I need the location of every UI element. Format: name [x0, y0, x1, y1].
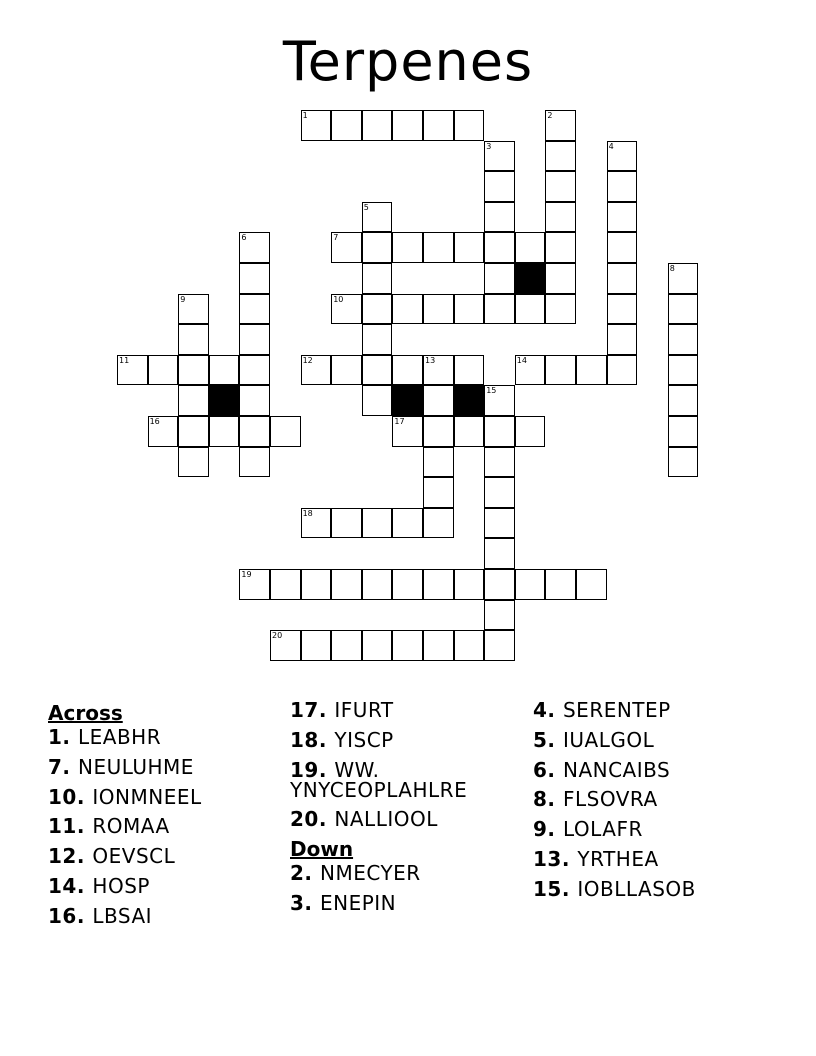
grid-cell[interactable]	[178, 416, 209, 447]
grid-cell[interactable]	[607, 263, 638, 294]
grid-cell[interactable]	[668, 324, 699, 355]
grid-cell[interactable]	[301, 569, 332, 600]
clue-item	[290, 807, 520, 832]
clue-number-label: 4.	[533, 698, 563, 722]
grid-cell[interactable]	[545, 171, 576, 202]
grid-cell[interactable]	[545, 141, 576, 172]
grid-cell[interactable]	[484, 294, 515, 325]
down-clue-list	[290, 863, 520, 913]
grid-cell[interactable]	[484, 385, 515, 416]
grid-cell[interactable]	[484, 171, 515, 202]
grid-cell[interactable]	[484, 569, 515, 600]
clue-text: NALLIOOL	[334, 807, 438, 832]
grid-cell[interactable]	[239, 232, 270, 263]
clue-item	[48, 784, 278, 809]
grid-cell[interactable]	[239, 416, 270, 447]
grid-cell[interactable]	[270, 569, 301, 600]
grid-cell[interactable]	[362, 355, 393, 386]
clue-item	[533, 876, 773, 901]
grid-cell[interactable]	[209, 416, 240, 447]
grid-cell[interactable]	[423, 294, 454, 325]
across-heading: Across	[48, 701, 123, 725]
clue-number-label: 15.	[533, 876, 578, 901]
grid-cell[interactable]	[331, 110, 362, 141]
clue-number: 18	[302, 508, 313, 518]
grid-cell[interactable]	[362, 110, 393, 141]
clue-text: NEULUHME	[77, 754, 194, 779]
across-clue-list-continued	[290, 698, 520, 832]
clue-item	[290, 700, 520, 720]
clue-item	[48, 814, 278, 839]
grid-cell[interactable]	[239, 385, 270, 416]
clue-number-label: 11.	[48, 814, 93, 839]
clue-text: FLSOVRA	[562, 787, 658, 812]
grid-cell[interactable]	[178, 294, 209, 325]
grid-cell[interactable]	[178, 324, 209, 355]
across-clue-list	[48, 727, 278, 926]
clue-text: LEABHR	[77, 725, 162, 749]
clue-number-label: 12.	[48, 844, 93, 869]
grid-cell[interactable]	[484, 447, 515, 478]
grid-cell[interactable]	[607, 141, 638, 172]
clue-item	[290, 727, 520, 752]
clue-column-1	[48, 700, 278, 936]
clue-text: SERENTEP	[562, 698, 671, 722]
grid-cell[interactable]	[362, 508, 393, 539]
clue-number: 4	[608, 141, 614, 151]
clue-number: 15	[486, 386, 497, 396]
grid-cell[interactable]	[454, 232, 485, 263]
clue-number: 19	[241, 570, 252, 579]
grid-cell[interactable]	[484, 508, 515, 539]
grid-cell[interactable]	[668, 385, 699, 416]
clue-number: 17	[394, 417, 405, 426]
clue-number: 7	[333, 233, 339, 243]
grid-cell[interactable]	[423, 416, 454, 447]
clue-number: 11	[119, 355, 130, 365]
grid-cell[interactable]	[392, 355, 423, 386]
grid-cell[interactable]	[362, 630, 393, 661]
grid-cell[interactable]	[392, 508, 423, 539]
grid-cell[interactable]	[484, 538, 515, 569]
grid-cell[interactable]	[515, 294, 546, 325]
grid-cell[interactable]	[270, 416, 301, 447]
clue-text: LOLAFR	[562, 817, 643, 842]
clue-text: OEVSCL	[92, 844, 176, 869]
grid-cell[interactable]	[423, 355, 454, 386]
clue-number: 16	[149, 417, 160, 426]
clue-item	[533, 727, 773, 752]
grid-cell[interactable]	[178, 447, 209, 478]
clue-number: 10	[333, 294, 344, 304]
clue-item	[290, 757, 520, 802]
grid-cell[interactable]	[484, 416, 515, 447]
grid-cell[interactable]	[331, 355, 362, 386]
grid-cell[interactable]	[545, 294, 576, 325]
clue-item	[290, 890, 520, 915]
clue-number: 8	[669, 264, 675, 273]
clue-number-label: 17.	[290, 698, 335, 722]
grid-cell[interactable]	[454, 630, 485, 661]
clue-item	[533, 787, 773, 812]
clue-text: LBSAI	[92, 903, 153, 928]
grid-cell[interactable]	[607, 324, 638, 355]
clue-number-label: 6.	[533, 757, 563, 782]
grid-cell[interactable]	[454, 110, 485, 141]
grid-cell[interactable]	[545, 569, 576, 600]
clue-number: 1	[302, 111, 308, 120]
grid-cell[interactable]	[668, 294, 699, 325]
grid-cell[interactable]	[484, 202, 515, 233]
clue-number: 14	[516, 355, 527, 365]
grid-cell[interactable]	[362, 263, 393, 294]
clue-column-2	[290, 700, 520, 923]
clue-number-label: 8.	[533, 787, 563, 812]
grid-cell[interactable]	[576, 569, 607, 600]
grid-cell[interactable]	[668, 263, 699, 294]
grid-cell[interactable]	[423, 477, 454, 508]
grid-cell[interactable]	[668, 416, 699, 447]
grid-cell[interactable]	[178, 355, 209, 386]
clue-number-label: 5.	[533, 727, 563, 752]
clue-text: WW. YNYCEOPLAHLRE	[290, 757, 468, 802]
clue-number: 3	[486, 141, 492, 151]
clue-text: IUALGOL	[562, 727, 655, 752]
grid-cell[interactable]	[331, 232, 362, 263]
down-heading: Down	[290, 837, 354, 862]
clue-text: NMECYER	[319, 861, 421, 886]
clue-text: YRTHEA	[577, 846, 659, 871]
clue-item	[48, 873, 278, 898]
grid-cell[interactable]	[239, 569, 270, 600]
clue-number-label: 14.	[48, 873, 93, 898]
grid-cell[interactable]	[515, 569, 546, 600]
grid-cell[interactable]	[392, 630, 423, 661]
black-cell	[392, 385, 423, 416]
clue-item	[533, 757, 773, 782]
grid-cell[interactable]	[331, 294, 362, 325]
clue-item	[48, 844, 278, 869]
clue-number-label: 16.	[48, 903, 93, 928]
clue-text: NANCAIBS	[562, 757, 671, 782]
clue-text: HOSP	[92, 873, 150, 898]
clue-number-label: 19.	[290, 757, 335, 782]
grid-cell[interactable]	[362, 569, 393, 600]
clue-item	[48, 754, 278, 779]
grid-cell[interactable]	[239, 447, 270, 478]
grid-cell[interactable]	[545, 355, 576, 386]
grid-cell[interactable]	[239, 263, 270, 294]
clue-text: ENEPIN	[319, 890, 397, 915]
grid-cell[interactable]	[515, 355, 546, 386]
down-clue-list-continued	[533, 700, 773, 899]
grid-cell[interactable]	[607, 294, 638, 325]
clue-item	[533, 846, 773, 871]
grid-cell[interactable]	[331, 569, 362, 600]
grid-cell[interactable]	[576, 355, 607, 386]
grid-cell[interactable]	[362, 232, 393, 263]
grid-cell[interactable]	[545, 232, 576, 263]
grid-cell[interactable]	[423, 569, 454, 600]
grid-cell[interactable]	[148, 416, 179, 447]
grid-cell[interactable]	[362, 324, 393, 355]
grid-cell[interactable]	[178, 385, 209, 416]
clue-number-label: 20.	[290, 807, 335, 832]
grid-cell[interactable]	[239, 324, 270, 355]
clue-text: IOBLLASOB	[577, 876, 696, 901]
grid-cell[interactable]	[454, 569, 485, 600]
grid-cell[interactable]	[148, 355, 179, 386]
clue-number: 5	[363, 202, 369, 212]
clue-text: ROMAA	[92, 814, 170, 839]
grid-cell[interactable]	[392, 416, 423, 447]
grid-cell[interactable]	[301, 355, 332, 386]
clue-text: YISCP	[334, 727, 394, 752]
grid-cell[interactable]	[301, 110, 332, 141]
grid-cell[interactable]	[301, 508, 332, 539]
clue-text: IFURT	[334, 698, 394, 722]
clue-number-label: 10.	[48, 784, 93, 809]
grid-cell[interactable]	[668, 355, 699, 386]
grid-cell[interactable]	[423, 385, 454, 416]
grid-cell[interactable]	[484, 232, 515, 263]
puzzle-title: Terpenes	[282, 30, 534, 93]
clue-number: 12	[302, 355, 313, 365]
grid-cell[interactable]	[607, 171, 638, 202]
clue-number-label: 18.	[290, 727, 335, 752]
grid-cell[interactable]	[484, 600, 515, 631]
clue-text: IONMNEEL	[92, 784, 202, 809]
grid-cell[interactable]	[392, 569, 423, 600]
grid-cell[interactable]	[484, 630, 515, 661]
grid-cell[interactable]	[117, 355, 148, 386]
grid-cell[interactable]	[239, 294, 270, 325]
grid-cell[interactable]	[607, 355, 638, 386]
black-cell	[515, 263, 546, 294]
grid-cell[interactable]	[515, 232, 546, 263]
clue-number-label: 3.	[290, 890, 320, 915]
grid-cell[interactable]	[362, 385, 393, 416]
black-cell	[209, 385, 240, 416]
grid-cell[interactable]	[545, 202, 576, 233]
grid-cell[interactable]	[423, 508, 454, 539]
clue-column-3	[533, 700, 773, 909]
grid-cell[interactable]	[515, 416, 546, 447]
grid-cell[interactable]	[484, 141, 515, 172]
clue-number: 2	[547, 111, 553, 120]
clue-item	[48, 727, 278, 747]
grid-cell[interactable]	[301, 630, 332, 661]
grid-cell[interactable]	[454, 355, 485, 386]
grid-cell[interactable]	[607, 202, 638, 233]
grid-cell[interactable]	[331, 508, 362, 539]
grid-cell[interactable]	[362, 202, 393, 233]
grid-cell[interactable]	[668, 447, 699, 478]
grid-cell[interactable]	[331, 630, 362, 661]
clue-item	[48, 903, 278, 928]
grid-cell[interactable]	[270, 630, 301, 661]
clue-number-label: 9.	[533, 817, 563, 842]
clue-item	[533, 817, 773, 842]
grid-cell[interactable]	[239, 355, 270, 386]
grid-cell[interactable]	[545, 110, 576, 141]
grid-cell[interactable]	[454, 416, 485, 447]
grid-cell[interactable]	[392, 110, 423, 141]
clue-number: 20	[272, 631, 283, 641]
clue-number: 6	[241, 233, 247, 243]
clue-item	[290, 861, 520, 886]
clue-number: 9	[180, 294, 186, 304]
grid-cell[interactable]	[484, 477, 515, 508]
grid-cell[interactable]	[209, 355, 240, 386]
clue-number-label: 7.	[48, 754, 78, 779]
grid-cell[interactable]	[392, 294, 423, 325]
clue-item	[533, 700, 773, 720]
grid-cell[interactable]	[423, 630, 454, 661]
grid-cell[interactable]	[423, 110, 454, 141]
grid-cell[interactable]	[484, 263, 515, 294]
grid-cell[interactable]	[423, 447, 454, 478]
grid-cell[interactable]	[423, 232, 454, 263]
grid-cell[interactable]	[454, 294, 485, 325]
clue-number: 13	[425, 355, 436, 365]
clue-number-label: 13.	[533, 846, 578, 871]
grid-cell[interactable]	[362, 294, 393, 325]
black-cell	[454, 385, 485, 416]
grid-cell[interactable]	[545, 263, 576, 294]
clue-number-label: 2.	[290, 861, 320, 886]
grid-cell[interactable]	[607, 232, 638, 263]
grid-cell[interactable]	[392, 232, 423, 263]
clue-number-label: 1.	[48, 725, 78, 749]
